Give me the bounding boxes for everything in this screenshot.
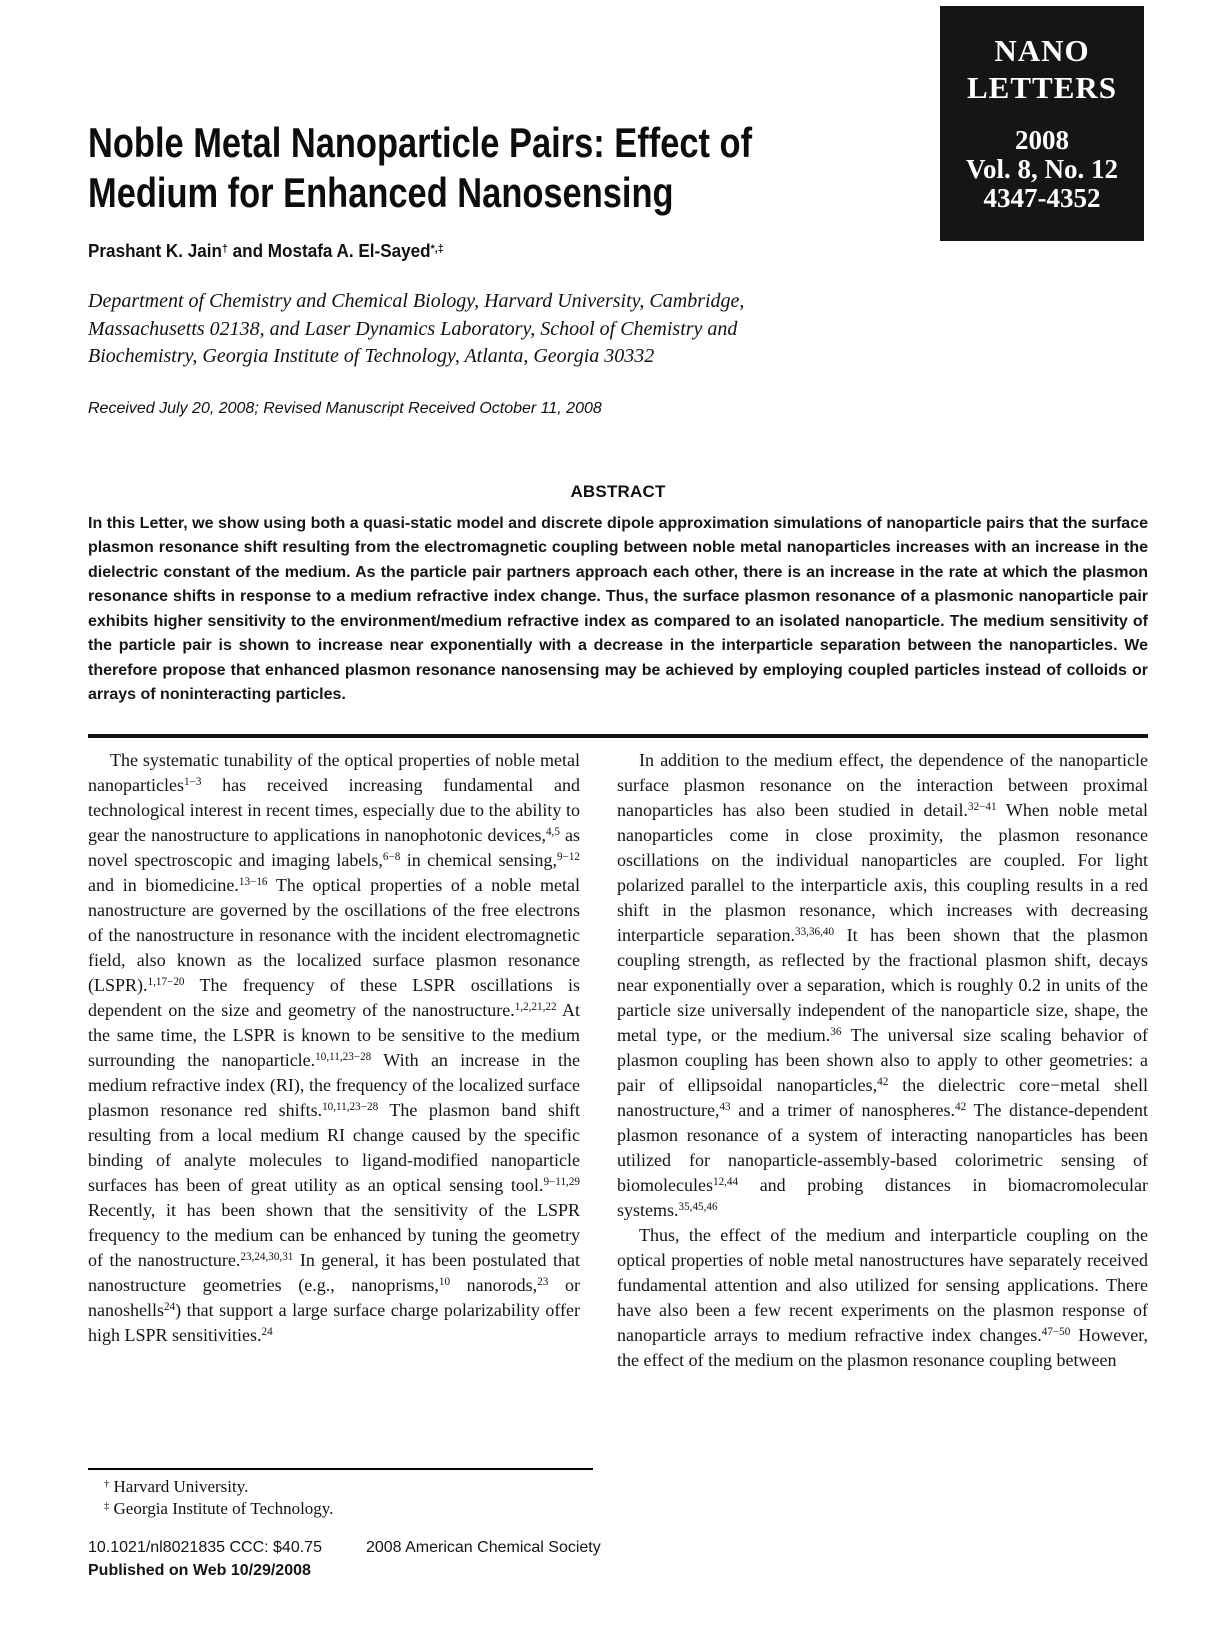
- journal-name-line2: LETTERS: [966, 70, 1117, 105]
- article-title-line1: Noble Metal Nanoparticle Pairs: Effect of: [88, 119, 753, 166]
- abstract-text: In this Letter, we show using both a quasi-static model and discrete dipole approximation simulations of nanoparticle pairs that the surface plasmon resonance shift resulting from the electromagnetic coupling between noble metal nanoparticles increases with an increase in the dielectric constant of the medium. As the particle pair partners approach each other, there is an increase in the rate at which the plasmon resonance shifts in response to a medium refractive index change. Thus, the surface plasmon resonance of a plasmonic nanoparticle pair exhibits higher sensitivity to the environment/medium refractive index as compared to an isolated nanoparticle. The medium sensitivity of the particle pair is shown to increase near exponentially with a decrease in the interparticle separation between the nanoparticles. We therefore propose that enhanced plasmon resonance nanosensing may be achieved by employing coupled particles instead of colloids or arrays of noninteracting particles.: [88, 514, 1148, 703]
- article-title-line2: Medium for Enhanced Nanosensing: [88, 169, 674, 216]
- page-footer: [88, 1538, 648, 1581]
- published-on-web: Published on Web 10/29/2008: [88, 1562, 311, 1579]
- journal-pages: 4347-4352: [983, 183, 1101, 213]
- copyright: 2008 American Chemical Society: [365, 1539, 601, 1556]
- section-divider-rule: [88, 734, 1148, 738]
- left-column: [88, 748, 580, 1373]
- left-column-paragraph: The systematic tunability of the optical properties of noble metal nanoparticles$^{1-3}$ has received increasing fundamental and technological interest in recent times, especially due to the ability to gear the nanostructure to applications in nanophotonic devices,$^{4,5}$ as novel spectroscopic and imaging labels,$^{6-8}$ in chemical sensing,$^{9-12}$ and in biomedicine.$^{13-16}$ The optical properties of a noble metal nanostructure are governed by the oscillations of the free electrons of the nanostructure in resonance with the incident electromagnetic field, also known as the localized surface plasmon resonance (LSPR).$^{1,17-20}$ The frequency of these LSPR oscillations is dependent on the size and geometry of the nanostructure.$^{1,2,21,22}$ At the same time, the LSPR is known to be sensitive to the medium surrounding the nanoparticle.$^{10,11,23-28}$ With an increase in the medium refractive index (RI), the frequency of the localized surface plasmon resonance red shifts.$^{10,11,23-28}$ The plasmon band shift resulting from a local medium RI change caused by the specific binding of analyte molecules to ligand-modified nanoparticle surfaces has been of great utility as an optical sensing tool.$^{9-11,29}$ Recently, it has been shown that the sensitivity of the LSPR frequency to the medium can be enhanced by tuning the geometry of the nanostructure.$^{23,24,30,31}$ In general, it has been postulated that nanostructure geometries (e.g., nanoprisms,$^{10}$ nanorods,$^{23}$ or nanoshells$^{24}$) that support a large surface charge polarizability offer high LSPR sensitivities.$^{24}$: [88, 749, 581, 1345]
- received-dates: Received July 20, 2008; Revised Manuscript Received October 11, 2008: [88, 399, 602, 417]
- body-columns: [88, 748, 1148, 1373]
- abstract-heading: ABSTRACT: [570, 481, 666, 501]
- journal-year: 2008: [1015, 125, 1069, 155]
- journal-name-line1: NANO: [994, 33, 1090, 68]
- journal-volume: Vol. 8, No. 12: [965, 154, 1119, 184]
- column-gap: [580, 748, 617, 1373]
- doi-ccc: 10.1021/nl8021835 CCC: $40.75: [88, 1539, 322, 1556]
- right-column-paragraph: Thus, the effect of the medium and interparticle coupling on the optical properties of noble metal nanostructures have separately received fundamental attention and also utilized for sensing applications. There have also been a few recent experiments on the plasmon response of nanoparticle arrays to medium refractive index changes.$^{47-50}$ However, the effect of the medium on the plasmon resonance coupling between: [617, 1224, 1148, 1370]
- right-column: [617, 748, 1148, 1373]
- affiliation: Department of Chemistry and Chemical Biology, Harvard University, Cambridge, Massachusetts 02138, and Laser Dynamics Laboratory, School of Chemistry and Biochemistry, Georgia Institute of Technology, Atlanta, Georgia 30332: [88, 290, 745, 367]
- footnote-block-paragraph: ‡ Georgia Institute of Technology.: [104, 1499, 334, 1518]
- right-column-paragraph: In addition to the medium effect, the dependence of the nanoparticle surface plasmon resonance on the interaction between proximal nanoparticles has also been studied in detail.$^{32-41}$ When noble metal nanoparticles come in close proximity, the plasmon resonance oscillations on the individual nanoparticles are coupled. For light polarized parallel to the interparticle axis, this coupling results in a red shift in the plasmon resonance, which increases with decreasing interparticle separation.$^{33,36,40}$ It has been shown that the plasmon coupling strength, as reflected by the fractional plasmon shift, decays near exponentially over a separation, which is roughly 0.2 in units of the particle size universally independent of the nanoparticle size, shape, the metal type, or the medium.$^{36}$ The universal size scaling behavior of plasmon coupling has been shown also to apply to other geometries: a pair of ellipsoidal nanoparticles,$^{42}$ the dielectric core−metal shell nanostructure,$^{43}$ and a trimer of nanospheres.$^{42}$ The distance-dependent plasmon resonance of a system of interacting nanoparticles has been utilized for nanoparticle-assembly-based colorimetric sensing of biomolecules$^{12,44}$ and probing distances in biomacromolecular systems.$^{35,45,46}$: [617, 749, 1149, 1220]
- journal-masthead: [940, 6, 1144, 241]
- authors-line: Prashant K. Jain† and Mostafa A. El-Sayed*,‡: [88, 241, 444, 261]
- footnote-block-paragraph: † Harvard University.: [104, 1477, 249, 1496]
- footnote-block: [88, 1468, 593, 1520]
